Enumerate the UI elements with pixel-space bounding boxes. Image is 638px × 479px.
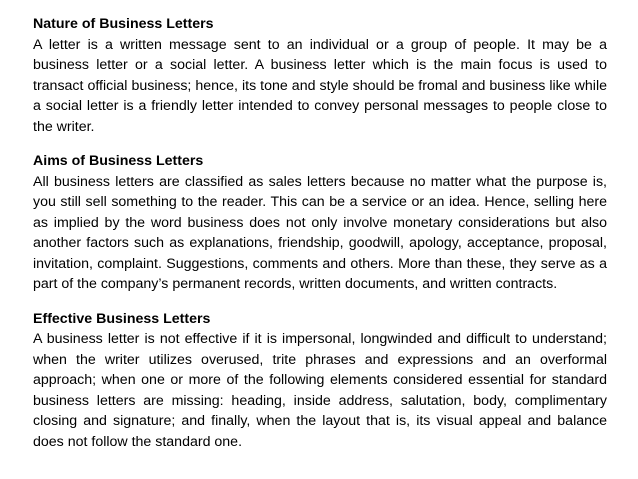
section-nature-of-business-letters <box>33 14 607 137</box>
section-heading: Effective Business Letters <box>33 310 211 327</box>
section-paragraph: All business letters are classified as sales letters because no matter what the purpose is, you still sell something to the reader. This can be a service or an idea. Hence, selling here as implied by the word business does not only involve monetary considerations but also another factors such as explanations, friendship, goodwill, apology, acceptance, proposal, invitation, complaint. Suggestions, comments and others. More than these, they serve as a part of the company’s permanent records, written documents, and written contracts. <box>33 173 607 292</box>
section-aims-of-business-letters <box>33 151 607 295</box>
document-page <box>33 14 607 466</box>
section-effective-business-letters <box>33 309 607 453</box>
section-paragraph: A business letter is not effective if it is impersonal, longwinded and difficult to understand; when the writer utilizes overused, trite phrases and expressions and an overformal approach; when one or more of the following elements considered essential for standard business letters are missing: heading, inside address, salutation, body, complimentary closing and signature; and finally, when the layout that is, its visual appeal and balance does not follow the standard one. <box>33 331 607 450</box>
section-heading: Nature of Business Letters <box>33 16 214 32</box>
section-heading: Aims of Business Letters <box>33 153 204 169</box>
section-paragraph: A letter is a written message sent to an individual or a group of people. It may be a business letter or a social letter. A business letter which is the main focus is used to transact official business; hence, its tone and style should be fromal and business like while a social letter is a friendly letter intended to convey personal messages to people close to the writer. <box>33 36 607 135</box>
